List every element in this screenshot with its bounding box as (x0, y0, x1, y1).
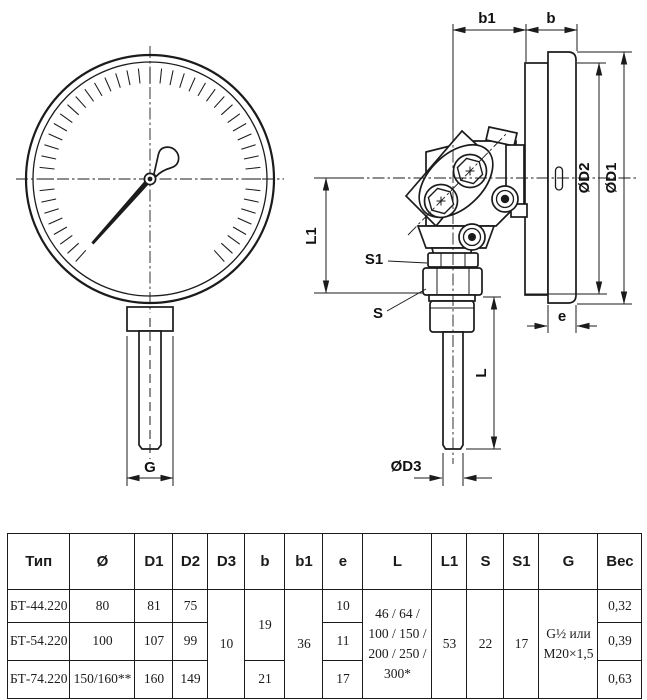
col-header-s1: S1 (504, 534, 539, 590)
knob-right-center (501, 195, 509, 203)
col-header-l1: L1 (432, 534, 467, 590)
side-view (303, 10, 638, 486)
cell-d2: 149 (173, 661, 208, 699)
cell-d1: 160 (135, 661, 173, 699)
dim-label-l1: L1 (303, 227, 320, 245)
cell-e: 17 (323, 661, 363, 699)
header-row (8, 534, 642, 590)
cell-l1-merged: 53 (432, 590, 467, 699)
col-header-g: G (539, 534, 598, 590)
cell-d3-merged: 10 (208, 590, 245, 699)
dim-label-b1: b1 (478, 10, 496, 27)
col-header-s: S (467, 534, 504, 590)
cell-e: 10 (323, 590, 363, 623)
dim-label-d2: ØD2 (576, 162, 593, 194)
cell-weight: 0,63 (598, 661, 642, 699)
cell-diameter: 150/160** (70, 661, 135, 699)
cell-l-merged: 46 / 64 / 100 / 150 / 200 / 250 / 300* (363, 590, 432, 699)
probe-stem (443, 332, 463, 449)
dim-label-g: G (144, 459, 156, 476)
cell-diameter: 80 (70, 590, 135, 623)
col-header-diameter: Ø (70, 534, 135, 590)
cell-d2: 99 (173, 623, 208, 661)
col-header-d3: D3 (208, 534, 245, 590)
col-header-b: b (245, 534, 285, 590)
spec-table (7, 533, 642, 699)
cell-type: БТ-54.220 (8, 623, 70, 661)
col-header-e: e (323, 534, 363, 590)
cell-weight: 0,32 (598, 590, 642, 623)
col-header-weight: Вес (598, 534, 642, 590)
cell-d1: 107 (135, 623, 173, 661)
cell-b1-merged: 36 (285, 590, 323, 699)
leader-line-s (387, 289, 426, 311)
col-header-b1: b1 (285, 534, 323, 590)
cell-type: БТ-44.220 (8, 590, 70, 623)
needle (91, 177, 151, 245)
cell-s-merged: 22 (467, 590, 504, 699)
nut-s (423, 268, 482, 295)
col-header-type: Тип (8, 534, 70, 590)
cell-type: БТ-74.220 (8, 661, 70, 699)
dim-label-e: e (557, 308, 567, 325)
cell-diameter: 100 (70, 623, 135, 661)
cell-d1: 81 (135, 590, 173, 623)
cell-weight: 0,39 (598, 623, 642, 661)
case-body (525, 63, 548, 295)
cell-e: 11 (323, 623, 363, 661)
col-header-d1: D1 (135, 534, 173, 590)
collar (429, 295, 475, 301)
cell-d2: 75 (173, 590, 208, 623)
col-header-d2: D2 (173, 534, 208, 590)
cell-b-bottom: 21 (245, 661, 285, 699)
coupling (430, 301, 474, 332)
needle-hub-dot (148, 177, 153, 182)
dim-label-s: S (372, 305, 384, 322)
dim-label-b: b (546, 10, 556, 27)
cell-g-merged: G½ или М20×1,5 (539, 590, 598, 699)
dim-label-s1: S1 (364, 251, 384, 268)
cell-b-merged: 19 (245, 590, 285, 661)
table-row (8, 590, 642, 623)
leader-line-s1 (388, 261, 427, 263)
front-view (16, 46, 284, 486)
dim-label-l: L (473, 368, 490, 378)
col-header-l: L (363, 534, 432, 590)
knob-lower-center (468, 233, 476, 241)
cell-s1-merged: 17 (504, 590, 539, 699)
dim-label-d3: ØD3 (390, 458, 422, 475)
needle-counterweight (154, 147, 179, 176)
dim-label-d1: ØD1 (603, 162, 620, 194)
